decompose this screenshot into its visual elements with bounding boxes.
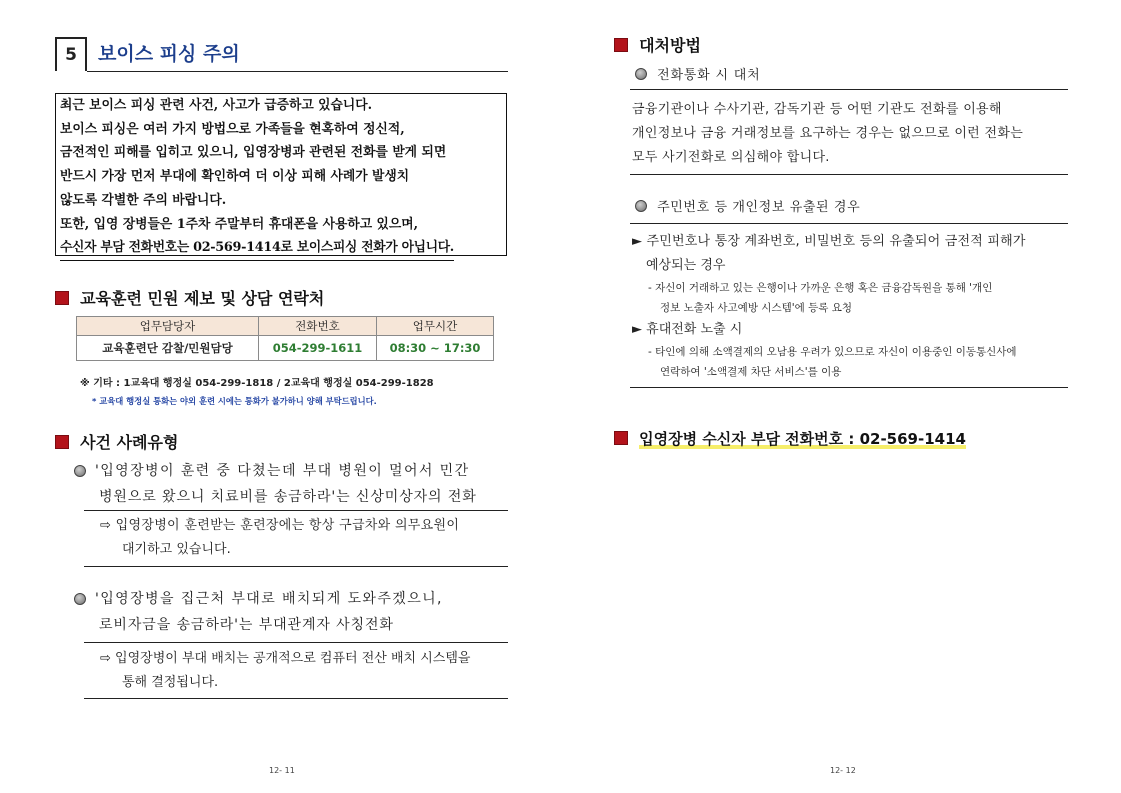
case-quote-line: '입영장병이 훈련 중 다쳤는데 부대 병원이 멀어서 민간	[95, 463, 470, 479]
case-section-heading	[55, 430, 178, 453]
sub-heading-text: 전화통화 시 대처	[657, 68, 761, 83]
notice-line: 반드시 가장 먼저 부대에 확인하여 더 이상 피해 사례가 발생치	[60, 169, 410, 185]
case-answer	[100, 514, 459, 562]
chapter-rule	[87, 71, 508, 72]
notice-line: 또한, 입영 장병들은 1주차 주말부터 휴대폰을 사용하고 있으며,	[60, 216, 419, 232]
table-header-cell: 전화번호	[259, 317, 377, 336]
case-answer-line: 통해 결정됩니다.	[122, 675, 219, 690]
advice-line: 모두 사기전화로 의심해야 합니다.	[632, 150, 830, 165]
hotline-title: 입영장병 수신자 부담 전화번호 : 02-569-1414	[639, 430, 966, 448]
hotline-heading	[614, 428, 966, 449]
chapter-number: 5	[65, 45, 77, 65]
page-number: 12- 11	[269, 766, 295, 775]
advice-line: 금융기관이나 수사기관, 감독기관 등 어떤 기관도 전화를 이용해	[632, 102, 1002, 117]
case-quote-line: 로비자금을 송금하라'는 부대관계자 사칭전화	[99, 617, 394, 633]
notice-line-highlight: 수신자 부담 전화번호는 02-569-1414로 보이스피싱 전화가 아닙니다.	[60, 236, 454, 261]
circle-bullet-icon	[635, 200, 647, 212]
case-quote-line: '입영장병을 집근처 부대로 배치되게 도와주겠으니,	[95, 591, 443, 607]
phone-call-advice	[632, 98, 1023, 170]
sub-heading-phone-call	[635, 63, 760, 83]
case-answer-line: ⇨ 입영장병이 훈련받는 훈련장에는 항상 구급차와 의무요원이	[100, 518, 460, 533]
notice-line: 금전적인 피해를 입히고 있으니, 입영장병과 관련된 전화를 받게 되면	[60, 145, 447, 161]
case-quote-line: 병원으로 왔으니 치료비를 송금하라'는 신상미상자의 전화	[99, 489, 477, 505]
advice-line: 개인정보나 금융 거래정보를 요구하는 경우는 없으므로 이런 전화는	[632, 126, 1024, 141]
notice-line: 않도록 각별한 주의 바랍니다.	[60, 192, 227, 208]
circle-bullet-icon	[635, 68, 647, 80]
table-header-cell: 업무시간	[377, 317, 494, 336]
table-header-cell: 업무담당자	[77, 317, 259, 336]
red-square-icon	[55, 291, 69, 305]
item-line: 예상되는 경우	[646, 258, 726, 273]
circle-bullet-icon	[74, 465, 86, 477]
detail-line: - 자신이 거래하고 있는 은행이나 가까운 은행 혹은 금융감독원을 통해 '개인	[648, 282, 993, 294]
case-divider	[84, 698, 508, 699]
red-square-icon	[614, 38, 628, 52]
case-item	[74, 586, 443, 638]
red-square-icon	[55, 435, 69, 449]
info-leak-detail	[648, 278, 992, 318]
sub-heading-text: 주민번호 등 개인정보 유출된 경우	[657, 200, 861, 215]
table-cell-hours: 08:30 ~ 17:30	[377, 336, 494, 361]
notice-line: 최근 보이스 피싱 관련 사건, 사고가 급증하고 있습니다.	[60, 98, 373, 113]
etc-subnote: * 교육대 행정실 통화는 야외 훈련 시에는 통화가 불가하니 양해 부탁드립니다.	[92, 396, 377, 406]
section-divider	[630, 223, 1068, 224]
countermeasure-heading	[614, 33, 701, 56]
case-answer	[100, 647, 470, 695]
case-item	[74, 458, 477, 510]
etc-note: ※ 기타 : 1교육대 행정실 054-299-1818 / 2교육대 행정실 054-299-1828	[80, 378, 434, 389]
circle-bullet-icon	[74, 593, 86, 605]
contact-section-title: 교육훈련 민원 제보 및 상담 연락처	[80, 289, 325, 308]
notice-box	[55, 93, 507, 256]
case-section-title: 사건 사례유형	[80, 433, 179, 452]
detail-line: - 타인에 의해 소액결제의 오남용 우려가 있으므로 자신이 이용중인 이동통신사에	[648, 346, 1017, 358]
item-line: ► 주민번호나 통장 계좌번호, 비밀번호 등의 유출되어 금전적 피해가	[632, 234, 1026, 249]
section-divider	[630, 387, 1068, 388]
case-divider	[84, 566, 508, 567]
chapter-number-box	[55, 37, 87, 71]
case-answer-line: 대기하고 있습니다.	[122, 542, 231, 557]
table-row	[77, 336, 494, 361]
case-answer-line: ⇨ 입영장병이 부대 배치는 공개적으로 컴퓨터 전산 배치 시스템을	[100, 651, 471, 666]
contact-table	[76, 316, 494, 361]
section-divider	[630, 174, 1068, 175]
detail-line: 정보 노출자 사고예방 시스템'에 등록 요청	[660, 302, 853, 314]
sub-heading-info-leak	[635, 195, 860, 215]
red-square-icon	[614, 431, 628, 445]
page-number: 12- 12	[830, 766, 856, 775]
countermeasure-title: 대처방법	[639, 36, 701, 55]
case-divider	[84, 642, 508, 643]
notice-line: 보이스 피싱은 여러 가지 방법으로 가족들을 현혹하여 정신적,	[60, 121, 405, 137]
table-header-row	[77, 317, 494, 336]
table-cell-contact-person: 교육훈련단 감찰/민원담당	[77, 336, 259, 361]
contact-section-heading	[55, 286, 324, 309]
chapter-title: 보이스 피싱 주의	[98, 43, 240, 65]
table-cell-phone: 054-299-1611	[259, 336, 377, 361]
detail-line: 연락하여 '소액결제 차단 서비스'를 이용	[660, 366, 842, 378]
phone-exposure-item: ► 휴대전화 노출 시	[632, 322, 743, 337]
section-divider	[630, 89, 1068, 90]
info-leak-item	[632, 230, 1026, 278]
case-divider	[84, 510, 508, 511]
phone-exposure-detail	[648, 342, 1017, 382]
